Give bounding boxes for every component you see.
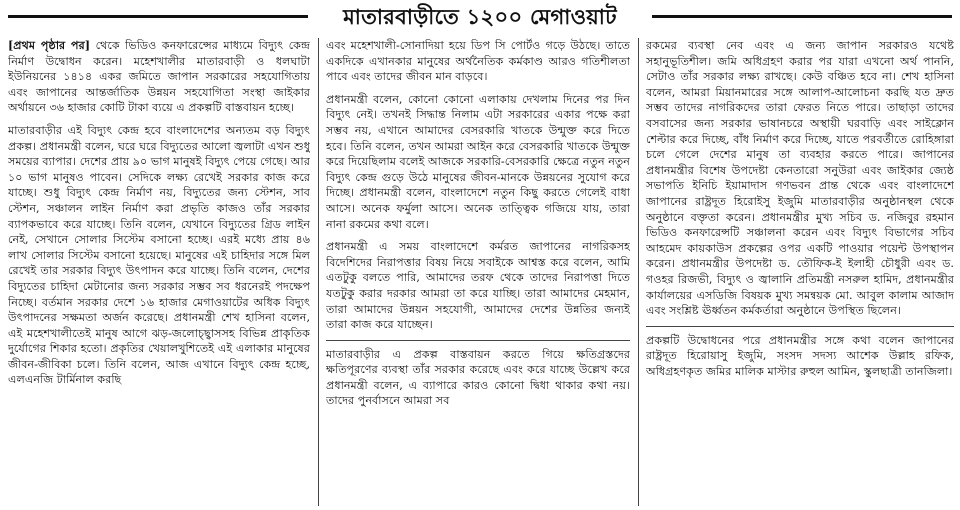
paragraph: মাতারবাড়ীর এই বিদ্যুৎ কেন্দ্র হবে বাংলাদেশের অন্যতম বড় বিদ্যুৎ প্রকল্প। প্রধানমন্ত্রী বলেন, ঘরে ঘরে বিদ্যুতের আলো জ্বলাটা এখন শুধু সময়ের ব্যাপার। দেশের প্রায় ৯০ ভাগ মানুষই বিদ্যুৎ পেয়ে গেছে। আর ১০ ভাগ মানুষও পাবেন। সেদিকে লক্ষ্য রেখেই সরকার কাজ করে যাচ্ছে। শুধু বিদ্যুৎ কেন্দ্র নির্মাণ নয়, বিদ্যুতের জন্য স্টেশন, সাব স্টেশন, সঞ্চালন লাইন নির্মাণ করা প্রভৃতি কাজও তাঁর সরকার ব্যাপকভাবে করে যাচ্ছে। তিনি বলেন, যেখানে বিদ্যুতের গ্রিড লাইন নেই, সেখানে সোলার সিস্টেম বসানো হচ্ছে। এরই মধ্যে প্রায় ৪৬ লাখ সোলার সিস্টেম বসানো হয়েছে। মানুষের এই চাহিদার সঙ্গে মিল রেখেই তার সরকার বিদ্যুৎ উৎপাদন করে যাচ্ছে। তিনি বলেন, দেশের বিদ্যুতের চাহিদা মেটানোর জন্য সরকার সম্ভব সব ধরনেরই পদক্ষেপ নিচ্ছে। বর্তমান সরকার দেশে ১৬ হাজার মেগাওয়াটের অধিক বিদ্যুৎ উৎপাদনের সক্ষমতা অর্জন করেছে। প্রধানমন্ত্রী শেখ হাসিনা বলেন, এই মহেশখালীতেই মানুষ আগে ঝড়-জলোচ্ছ্বাসসহ বিভিন্ন প্রাকৃতিক দুর্যোগের শিকার হতো। প্রকৃতির খেয়ালখুশিতেই এই এলাকার মানুষের জীবন-জীবিকা চলে। তিনি বলেন, আজ এখানে বিদ্যুৎ কেন্দ্র হচ্ছে, এলএনজি টার্মিনাল করছি bbox=[8, 123, 310, 387]
column-1 bbox=[8, 38, 310, 506]
section-divider bbox=[646, 326, 954, 327]
paragraph: প্রধানমন্ত্রী এ সময় বাংলাদেশে কর্মরত জাপানের নাগরিকসহ বিদেশিদের নিরাপত্তার বিষয় নিয়ে সবাইকে আশ্বস্ত করে বলেন, আমি এতটুকু বলতে পারি, আমাদের তরফ থেকে তাদের নিরাপত্তা দিতে যতটুকু করার দরকার আমরা তা করে যাচ্ছি। তারা আমাদের মেহমান, তারা আমাদের উন্নয়ন সহযোগী, আমাদের দেশের উন্নতির জন্যই তারা কাজ করে যাচ্ছেন। bbox=[326, 240, 630, 332]
section-divider bbox=[326, 340, 630, 341]
headline-rule-right bbox=[652, 15, 952, 18]
column-divider bbox=[638, 38, 639, 506]
paragraph: প্রধানমন্ত্রী বলেন, কোনো কোনো এলাকায় দেখলাম দিনের পর দিন বিদ্যুৎ নেই। তখনই সিদ্ধান্ত নিলাম এটা সরকারের একার পক্ষে করা সম্ভব নয়, এখানে আমাদের বেসরকারি খাতকে উন্মুক্ত করে দিতে হবে। তিনি বলেন, তখন আমরা আইন করে বেসরকারি খাতকে উন্মুক্ত করে দিয়েছিলাম বলেই আজকে সরকারি-বেসরকারি ক্ষেত্রে নতুন নতুন বিদ্যুৎ কেন্দ্র গুড়ে উঠে মানুষের জীবন-মানকে উন্নয়নের সুযোগ করে দিচ্ছে। প্রধানমন্ত্রী বলেন, বাংলাদেশে নতুন কিছু করতে গেলেই বাধা আসে। অনেক ফর্মুলা আসে। অনেক তাত্ত্বিক গজিয়ে যায়, তারা নানা রকমের কথা বলে। bbox=[326, 92, 630, 231]
paragraph: মাতারবাড়ীর এ প্রকল্প বাস্তবায়ন করতে গিয়ে ক্ষতিগ্রস্তদের ক্ষতিপূরণের ব্যবস্থা তাঁর সরকার করেছে এবং করে যাচ্ছে উল্লেখ করে প্রধানমন্ত্রী বলেন, এ ব্যাপারে কারও কোনো দ্বিধা থাকার কথা নয়। তাদের পুনর্বাসনে আমরা সব bbox=[326, 347, 630, 408]
headline-bar bbox=[0, 0, 960, 34]
paragraph-text: থেকে ভিডিও কনফারেন্সের মাধ্যমে বিদ্যুৎ কেন্দ্র নির্মাণ উদ্বোধন করেন। মহেশখালীর মাতারবাড়ী ও ধলঘাটা ইউনিয়নের ১৪১৪ একর জমিতে জাপান সরকারের সহযোগিতায় এবং জাপানের আন্তর্জাতিক উন্নয়ন সহযোগিতা সংস্থা জাইকার অর্থায়নে ৩৬ হাজার কোটি টাকা ব্যয়ে এ প্রকল্পটি বাস্তবায়ন হচ্ছে। bbox=[8, 39, 310, 115]
article-columns bbox=[8, 38, 954, 506]
paragraph: রকমের ব্যবস্থা নেব এবং এ জন্য জাপান সরকারও যথেষ্ট সহানুভূতিশীল। জমি অধিগ্রহণ করার পর যারা এখনো অর্থ পাননি, সেটাও তাঁর সরকার লক্ষ্য রাখছে। কেউ বঞ্চিত হবে না। শেখ হাসিনা বলেন, আমরা মিয়ানমারের সঙ্গে আলাপ-আলোচনা করছি যত দ্রুত সম্ভব তাদের নাগরিকদের তারা ফেরত নিতে পারে। তাছাড়া তাদের বসবাসের জন্য সরকার ভাষানচরে অস্থায়ী ঘরবাড়ি এবং সাইক্লোন শেল্টার করে দিচ্ছে, বাঁধ নির্মাণ করে দিচ্ছে, যাতে পরবর্তীতে রোহিঙ্গারা চলে গেলে দেশের মানুষ তা ব্যবহার করতে পারে। জাপানের প্রধানমন্ত্রীর বিশেষ উপদেষ্টা কেনতারো সনুউরা এবং জাইকার জ্যেষ্ঠ সভাপতি ইনিচি ইয়ামাদাস গণভবন প্রান্ত থেকে এবং বাংলাদেশে জাপানের রাষ্ট্রদূত হিরোইসু ইজুমি মাতারবাড়ীর অনুষ্ঠানস্থল থেকে অনুষ্ঠানে বক্তৃতা করেন। প্রধানমন্ত্রীর মুখ্য সচিব ড. নজিবুর রহমান ভিডিও কনফারেন্সটি সঞ্চালনা করেন এবং বিদ্যুৎ বিভাগের সচিব আহমেদ কায়কাউস প্রকল্পের ওপর একটি পাওয়ার পয়েন্ট উপস্থাপন করেন। প্রধানমন্ত্রীর উপদেষ্টা ড. তৌফিক-ই ইলাহী চৌধুরী এবং ড. গওহর রিজভী, বিদ্যুৎ ও জ্বালানি প্রতিমন্ত্রী নসরুল হামিদ, প্রধানমন্ত্রীর কার্যালয়ের এসডিজি বিষয়ক মুখ্য সমন্বয়ক মো. আবুল কালাম আজাদ এবং সংশ্লিষ্ট ঊর্ধ্বতন কর্মকর্তারা অনুষ্ঠানে উপস্থিত ছিলেন। bbox=[646, 39, 954, 318]
column-divider bbox=[318, 38, 319, 506]
column-3 bbox=[646, 38, 954, 506]
column-2 bbox=[326, 38, 630, 506]
paragraph bbox=[8, 38, 310, 116]
paragraph: এবং মহেশখালী-সোনাদিয়া হয়ে ডিপ সি পোর্টও গড়ে উঠছে। তাতে একদিকে এখানকার মানুষের অর্থনৈতিক কর্মকাণ্ড আরও গতিশীলতা পাবে এবং তাদের জীবন মান বাড়বে। bbox=[326, 39, 630, 84]
paragraph: প্রকল্পটি উদ্বোধনের পরে প্রধানমন্ত্রীর সঙ্গে কথা বলেন জাপানের রাষ্ট্রদূত হিরোয়াসু ইজুমি, সংসদ সদস্য আশেক উল্লাহ রফিক, অধিগ্রহণকৃত জমির মালিক মাস্টার রুহুল আমিন, স্কুলছাত্রী তানজিলা। bbox=[646, 333, 954, 378]
continuation-lead: [প্রথম পৃষ্ঠার পর] bbox=[8, 38, 91, 52]
headline: মাতারবাড়ীতে ১২০০ মেগাওয়াট bbox=[343, 5, 617, 29]
headline-rule-left bbox=[8, 15, 308, 18]
